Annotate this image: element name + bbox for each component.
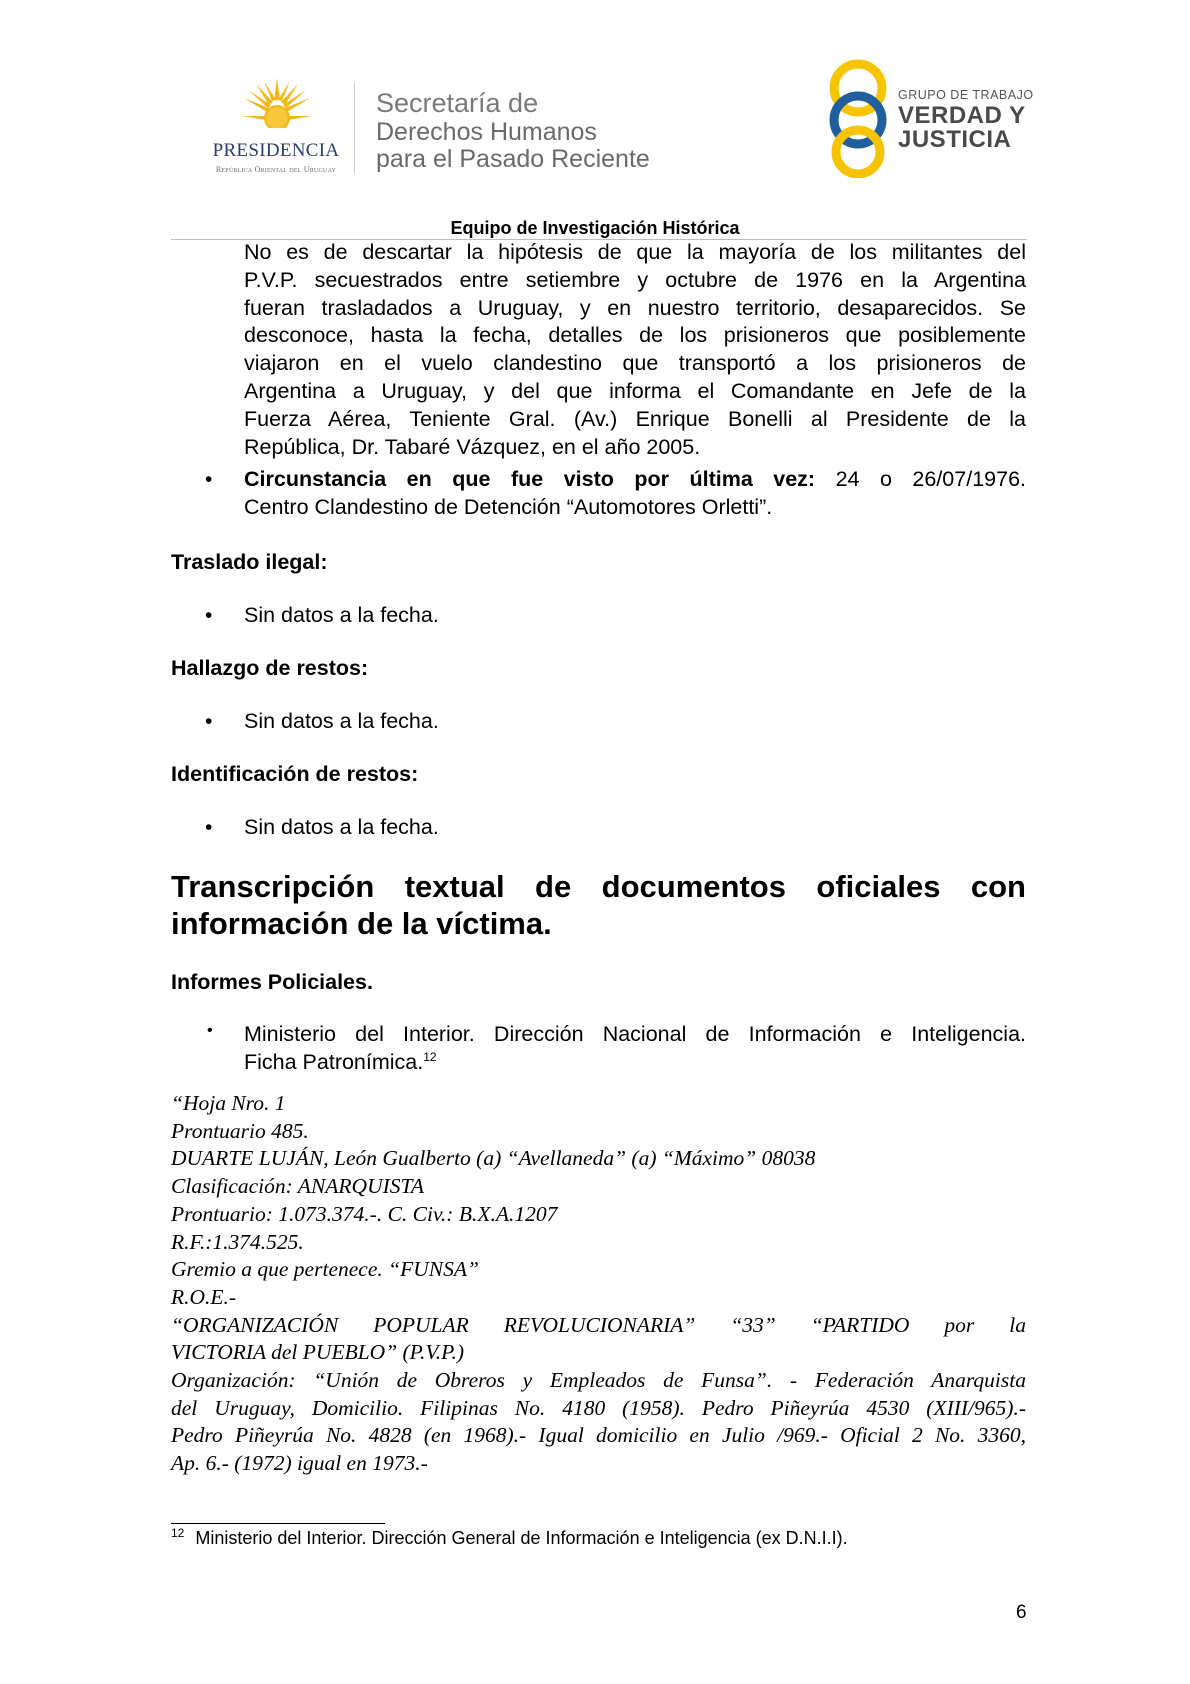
section-heading-traslado: Traslado ilegal:: [171, 550, 328, 574]
document-line: del Uruguay, Domicilio. Filipinas No. 4180 (1958). Pedro Piñeyrúa 4530 (XIII/965).-: [171, 1395, 1026, 1420]
footnote-number: 12: [171, 1526, 185, 1540]
secretaria-line-3: para el Pasado Reciente: [376, 145, 650, 173]
document-line: DUARTE LUJÁN, León Gualberto (a) “Avellaneda” (a) “Máximo” 08038: [171, 1146, 816, 1171]
bullet-icon: •: [205, 710, 213, 733]
paragraph-line: P.V.P. secuestrados entre setiembre y octubre de 1976 en la Argentina: [244, 267, 1026, 292]
paragraph-line: Argentina a Uruguay, y del que informa el Comandante en Jefe de la: [244, 378, 1026, 403]
title-line-1: Transcripción textual de documentos oficiales con: [171, 869, 1026, 904]
footnote: [171, 1528, 848, 1549]
source-line-1: Ministerio del Interior. Dirección Nacional de Información e Inteligencia.: [244, 1022, 1026, 1046]
paragraph-line: República, Dr. Tabaré Vázquez, en el año 2005.: [244, 434, 701, 459]
presidencia-subtitle: República Oriental del Uruguay: [215, 165, 337, 174]
presidencia-logo: [196, 78, 356, 178]
hallazgo-item: Sin datos a la fecha.: [244, 709, 439, 733]
paragraph-line: Fuerza Aérea, Teniente Gral. (Av.) Enrique Bonelli al Presidente de la: [244, 406, 1026, 431]
presidencia-title: PRESIDENCIA: [212, 140, 340, 161]
source-item: [244, 1021, 1026, 1077]
traslado-item: Sin datos a la fecha.: [244, 603, 439, 627]
document-line: Prontuario: 1.073.374.-. C. Civ.: B.X.A.1207: [171, 1201, 558, 1226]
bullet-icon: •: [205, 604, 213, 627]
bullet-icon: •: [205, 468, 213, 491]
header-divider: [354, 82, 355, 174]
bullet-icon: •: [205, 816, 213, 839]
document-line: R.O.E.-: [171, 1284, 237, 1309]
bullet-icon: •: [207, 1022, 213, 1039]
verdad-justicia-logo: [822, 58, 1032, 178]
informes-policiales-heading: Informes Policiales.: [171, 970, 373, 994]
document-line: “Hoja Nro. 1: [171, 1091, 286, 1115]
secretaria-logo-text: [376, 88, 716, 173]
document-line: Organización: “Unión de Obreros y Empleados de Funsa”. - Federación Anarquista: [171, 1368, 1026, 1393]
document-line: Ap. 6.- (1972) igual en 1973.-: [171, 1451, 428, 1476]
document-line: Clasificación: ANARQUISTA: [171, 1174, 425, 1199]
footnote-ref-link[interactable]: 12: [423, 1049, 437, 1064]
justicia-label: JUSTICIA: [898, 126, 1012, 153]
title-line-2: información de la víctima.: [171, 906, 552, 941]
document-line: VICTORIA del PUEBLO” (P.V.P.): [171, 1340, 465, 1365]
last-seen-label: Circunstancia en que fue visto por última vez:: [244, 467, 816, 491]
last-seen-value: 24 o 26/07/1976.: [815, 467, 1026, 491]
last-seen-line-2: Centro Clandestino de Detención “Automotores Orletti”.: [244, 494, 773, 519]
source-line-2: [244, 1049, 1026, 1077]
transcription-title: [171, 868, 1026, 942]
section-heading-identificacion: Identificación de restos:: [171, 762, 419, 786]
team-label: Equipo de Investigación Histórica: [450, 218, 740, 238]
paragraph-line: fueran trasladados a Uruguay, y en nuestro territorio, desaparecidos. Se: [244, 295, 1026, 320]
identificacion-item: Sin datos a la fecha.: [244, 815, 439, 839]
document-line: Pedro Piñeyrúa No. 4828 (en 1968).- Igual domicilio en Julio /969.- Oficial 2 No. 3360,: [171, 1423, 1026, 1448]
source-line-2-text: Ficha Patronímica.: [244, 1049, 424, 1074]
rings-emblem-icon: [822, 58, 894, 178]
document-line: Gremio a que pertenece. “FUNSA”: [171, 1257, 479, 1282]
footnote-rule: [171, 1523, 385, 1524]
document-line: Prontuario 485.: [171, 1118, 309, 1143]
sun-emblem-icon: [242, 78, 312, 136]
page-number: 6: [1016, 1602, 1027, 1623]
intro-paragraph: [244, 239, 1026, 461]
grupo-trabajo-label: GRUPO DE TRABAJO: [898, 88, 1034, 102]
document-line: “ORGANIZACIÓN POPULAR REVOLUCIONARIA” “33” “PARTIDO por la: [171, 1312, 1026, 1337]
section-heading-hallazgo: Hallazgo de restos:: [171, 656, 369, 680]
paragraph-line: No es de descartar la hipótesis de que la mayoría de los militantes del: [244, 240, 1026, 264]
secretaria-line-2: Derechos Humanos: [376, 118, 597, 146]
verdad-label: VERDAD Y: [898, 102, 1026, 129]
paragraph-line: viajaron en el vuelo clandestino que transportó a los prisioneros de: [244, 351, 1026, 376]
last-seen-item: [244, 466, 1026, 522]
last-seen-line-1: [244, 466, 1026, 494]
secretaria-line-1: Secretaría de: [376, 88, 539, 118]
document-line: R.F.:1.374.525.: [171, 1229, 304, 1254]
paragraph-line: desconoce, hasta la fecha, detalles de los prisioneros que posiblemente: [244, 323, 1026, 348]
footnote-text: Ministerio del Interior. Dirección General de Información e Inteligencia (ex D.N.I.I).: [195, 1528, 848, 1548]
document-transcription: [171, 1090, 1026, 1478]
